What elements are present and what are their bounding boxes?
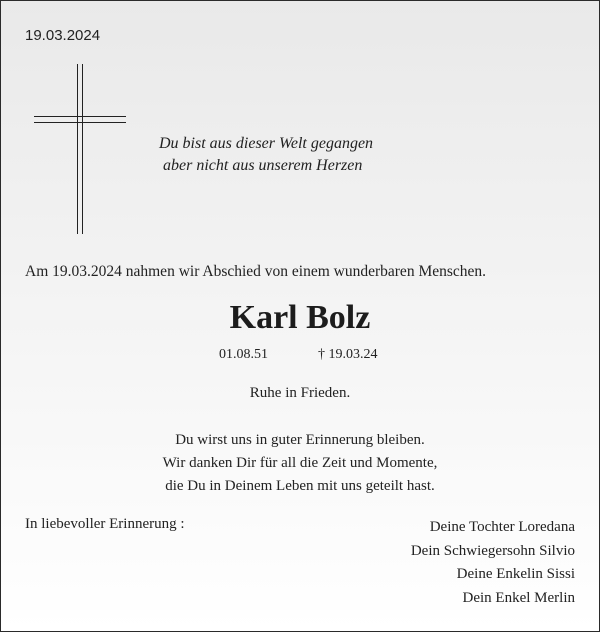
signer: Dein Schwiegersohn Silvio [410,542,575,559]
birth-date: 01.08.51 [219,347,268,362]
signer: Deine Enkelin Sissi [456,566,575,582]
poem-line: Du wirst uns in guter Erinnerung bleiben. [175,432,425,448]
quote-line: Du bist aus dieser Welt gegangen [159,135,374,152]
poem-line: die Du in Deinem Leben mit uns geteilt hast. [165,478,435,494]
poem-line: Wir danken Dir für all die Zeit und Momente, [162,455,438,471]
poem [1,429,599,498]
announcement-text: Am 19.03.2024 nahmen wir Abschied von einem wunderbaren Menschen. [25,263,487,280]
signers-list [411,516,575,610]
farewell-text: Ruhe in Frieden. [249,385,351,401]
memorial-quote [159,133,373,177]
memorial-label: In liebevoller Erinnerung : [25,516,185,532]
signer: Deine Tochter Loredana [429,519,575,535]
cross-icon [34,64,126,234]
publish-date: 19.03.2024 [25,27,101,44]
quote-line: aber nicht aus unserem Herzen [163,157,363,174]
signer: Dein Enkel Merlin [462,589,575,606]
deceased-name: Karl Bolz [229,299,371,336]
death-date: † 19.03.24 [318,347,378,362]
